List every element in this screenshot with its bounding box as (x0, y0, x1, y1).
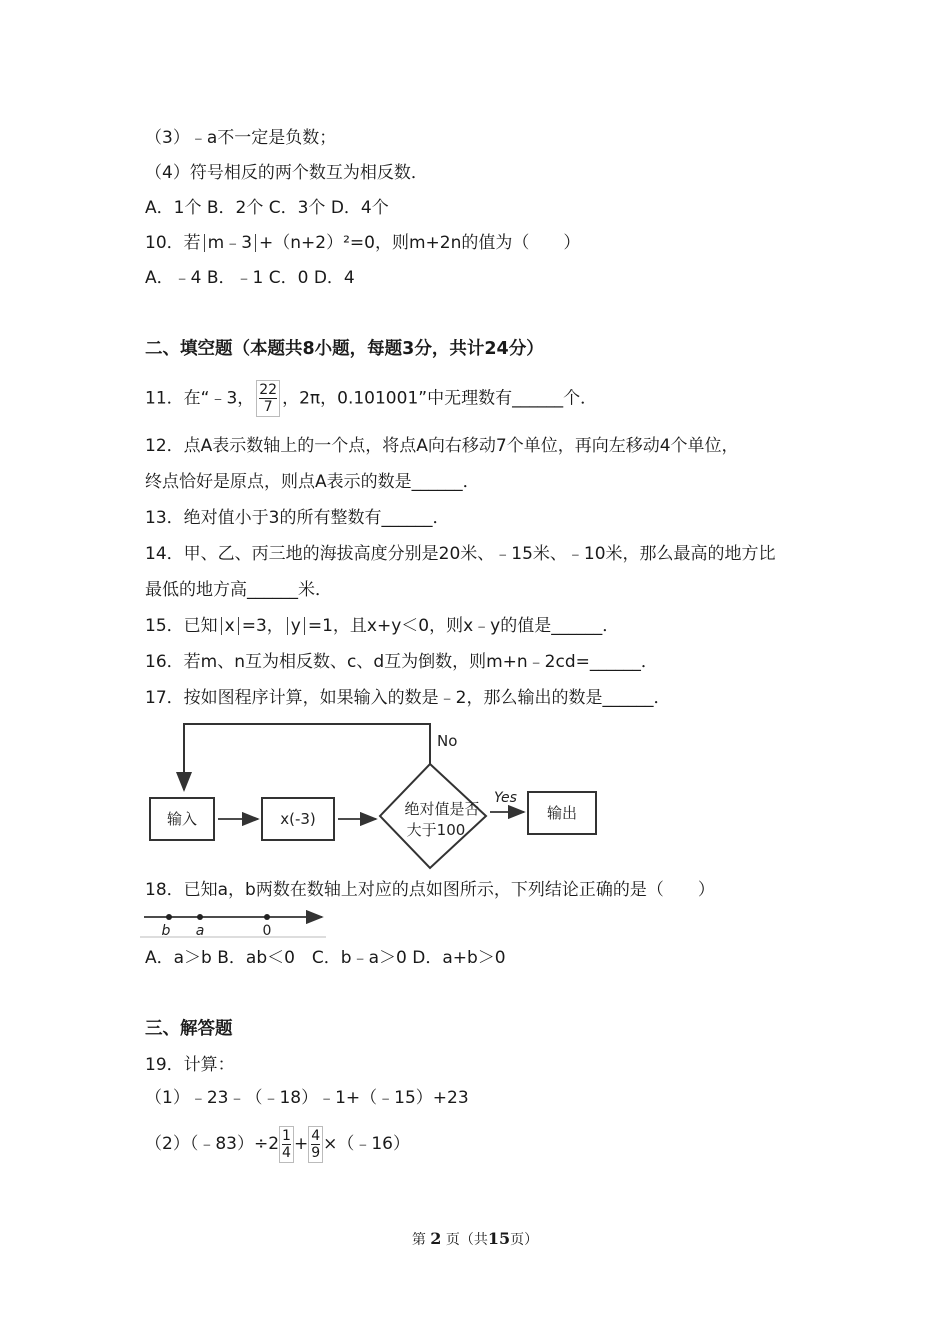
q18-options: A．a＞b B．ab＜0 C．b﹣a＞0 D．a+b＞0 (145, 948, 506, 968)
q19-item2-suffix: ×（﹣16） (323, 1134, 410, 1154)
q9-item4: （4）符号相反的两个数互为相反数． (145, 163, 428, 183)
q10-abs: m﹣3 (204, 234, 256, 252)
q13-text: 13．绝对值小于3的所有整数有______． (145, 508, 450, 528)
q19-frac1-num: 1 (282, 1127, 291, 1144)
operation-label: x(-3) (280, 810, 316, 828)
q11-suffix: ，2π，0.101001”中无理数有______个． (282, 388, 598, 409)
q19-frac2 (308, 1126, 323, 1163)
q16-text: 16．若m、n互为相反数、c、d互为倒数，则m+n﹣2cd=______． (145, 652, 658, 672)
q11-frac-num: 22 (259, 382, 278, 398)
q11-frac-den: 7 (263, 399, 273, 415)
q15-abs-x: x (221, 617, 239, 635)
q15-mid: =3， (241, 616, 284, 636)
q18-text: 18．已知a，b两数在数轴上对应的点如图所示，下列结论正确的是（ ） (145, 880, 715, 900)
point-a (197, 914, 203, 920)
q15-prefix: 15．已知 (145, 616, 218, 636)
q12-line2: 终点恰好是原点，则点A表示的数是______． (145, 472, 480, 492)
q14-line2: 最低的地方高______米． (145, 580, 332, 600)
section2-title: 二、填空题（本题共8小题，每题3分，共计24分） (145, 339, 544, 359)
q9-options: A．1个 B．2个 C．3个 D．4个 (145, 198, 389, 218)
footer-total-pages: 15 (487, 1229, 511, 1248)
q19-item1: （1）﹣23﹣（﹣18）﹣1+（﹣15）+23 (145, 1088, 469, 1108)
input-label: 输入 (166, 810, 198, 828)
condition-line1: 绝对值是否 (404, 800, 480, 818)
label-a: a (195, 923, 205, 939)
point-zero (264, 914, 270, 920)
q14-line1: 14．甲、乙、丙三地的海拔高度分别是20米、﹣15米、﹣10米，那么最高的地方比 (145, 544, 776, 564)
q10-stem (145, 231, 580, 255)
q19-frac1-den: 4 (282, 1144, 291, 1161)
no-label: No (437, 732, 458, 750)
q9-item3: （3）﹣a不一定是负数； (145, 128, 337, 148)
q19-plus: + (293, 1134, 309, 1154)
q10-options: A．﹣4 B．﹣1 C．0 D．4 (145, 268, 355, 288)
footer-pre: 第 (411, 1232, 426, 1248)
q19-frac1 (279, 1126, 294, 1163)
page-footer (0, 1229, 950, 1249)
loop-back-arrow (184, 724, 430, 790)
q11-fraction (256, 380, 280, 417)
q19-item2-prefix: （2）（﹣83）÷2 (145, 1134, 280, 1154)
label-b: b (161, 923, 171, 939)
q15-stem (145, 614, 619, 638)
q11-stem (145, 380, 597, 417)
yes-label: Yes (494, 790, 517, 806)
point-b (166, 914, 172, 920)
output-label: 输出 (546, 804, 578, 822)
q19-frac2-num: 4 (311, 1127, 321, 1144)
q15-abs-y: y (287, 617, 305, 635)
q17-flowchart (140, 718, 610, 873)
footer-page-number: 2 (430, 1229, 442, 1248)
q10-prefix: 10．若 (145, 233, 201, 253)
footer-post: 页） (510, 1232, 539, 1248)
q19-frac2-den: 9 (311, 1144, 321, 1161)
q12-line1: 12．点A表示数轴上的一个点，将点A向右移动7个单位，再向左移动4个单位， (145, 436, 739, 456)
q10-suffix: +（n+2）²=0，则m+2n的值为（ ） (259, 233, 581, 253)
footer-mid: 页（共 (445, 1232, 488, 1248)
q15-suffix: =1，且x+y＜0，则x﹣y的值是______． (307, 616, 620, 636)
condition-line2: 大于100 (406, 821, 466, 839)
q19-title: 19．计算： (145, 1055, 235, 1075)
q19-item2 (145, 1124, 410, 1164)
q11-prefix: 11．在“﹣3， (145, 388, 255, 409)
q17-text: 17．按如图程序计算，如果输入的数是﹣2，那么输出的数是______． (145, 688, 671, 708)
q18-number-line (140, 906, 330, 940)
label-zero: 0 (262, 923, 272, 939)
section3-title: 三、解答题 (145, 1019, 233, 1039)
